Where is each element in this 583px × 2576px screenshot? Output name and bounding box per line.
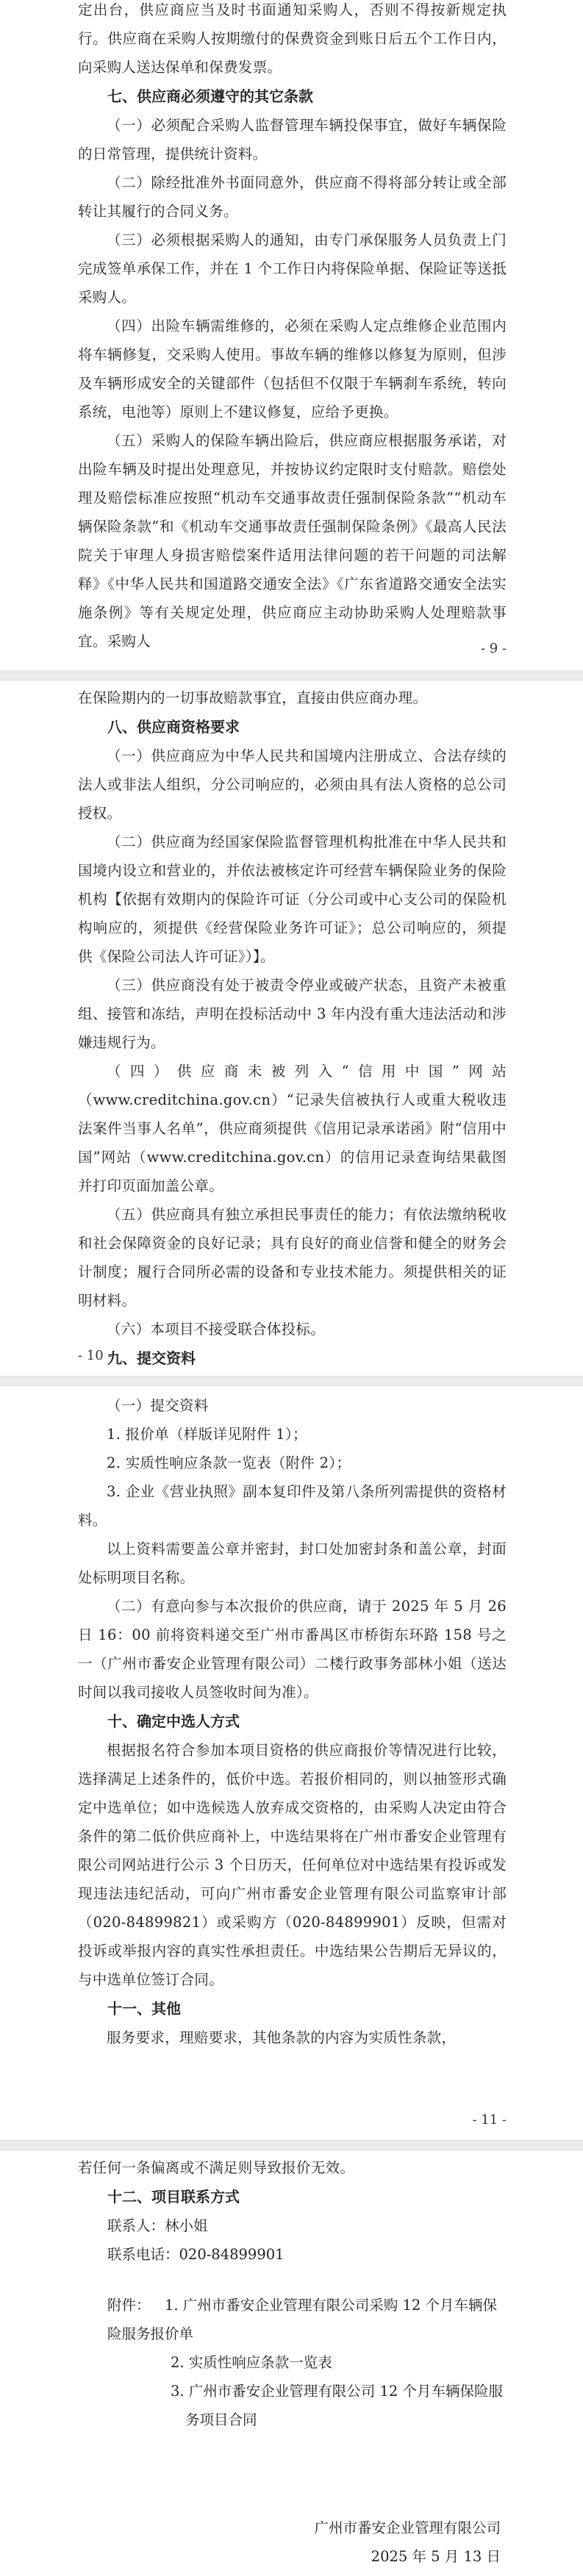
signature-date: 2025 年 5 月 13 日	[371, 2548, 501, 2565]
page-number: - 10 -	[78, 1348, 112, 1363]
attachment-item: 3. 广州市番安企业管理有限公司 12 个月车辆保险服务项目合同	[171, 2383, 504, 2428]
page-separator	[0, 2140, 583, 2150]
paragraph: 服务要求，理赔要求，其他条款的内容为实质性条款，	[107, 2029, 457, 2046]
contact-phone: 联系电话：020-84899901	[107, 2246, 285, 2263]
page-number: - 9 -	[480, 641, 507, 656]
page-number: - 11 -	[472, 2112, 507, 2128]
paragraph: （二）供应商为经国家保险监督管理机构批准在中华人民共和国境内设立和营业的，并依法被核定许可经营车辆保险业务的保险机构【依据有效期内的保险许可证（分公司或中心支公司的保险机构响应的，须提供《经营保险业务许可证》；总公司响应的，须提供《保险公司法人许可证》）】。	[78, 833, 507, 965]
paragraph: 若任何一条偏离或不满足则导致报价无效。	[78, 2159, 355, 2176]
paragraph: （六）本项目不接受联合体投标。	[107, 1321, 326, 1338]
section-heading: 十二、项目联系方式	[107, 2188, 240, 2206]
paragraph: （三）供应商没有处于被责令停业或破产状态，且资产未被重组、接管和冻结，声明在投标活动中 3 年内没有重大违法活动和涉嫌违规行为。	[78, 977, 507, 1051]
section-heading: 八、供应商资格要求	[107, 718, 240, 736]
paragraph: 定出台，供应商应当及时书面通知采购人，否则不得按新规定执行。供应商在采购人按期缴付的保费资金到账日后五个工作日内，向采购人送达保单和保费发票。	[78, 1, 507, 76]
page-10	[0, 684, 583, 1373]
paragraph: （一）提交资料	[107, 1397, 209, 1414]
paragraph: （四）供应商未被列入“信用中国”网站（www.creditchina.gov.cn）“记录失信被执行人或重大税收违法案件当事人名单”，供应商须提供《信用记录承诺函》附“信用中国”网站（www.creditchina.gov.cn）的信用记录查询结果截图并打印页面加盖公章。	[78, 1063, 507, 1194]
page-11	[0, 1391, 583, 2052]
paragraph: （一）必须配合采购人监督管理车辆投保事宜，做好车辆保险的日常管理，提供统计资料。	[78, 117, 507, 162]
paragraph: （四）出险车辆需维修的，必须在采购人定点维修企业范围内将车辆修复，交采购人使用。事故车辆的维修以修复为原则，但涉及车辆形成安全的关键部件（包括但不仅限于车辆刹车系统，转向系统，电池等）原则上不建议修复，应给予更换。	[78, 317, 507, 420]
signature-org: 广州市番安企业管理有限公司	[314, 2519, 501, 2536]
signature-block	[314, 2514, 501, 2571]
list-item: 3. 企业《营业执照》副本复印件及第八条所列需提供的资格材料。	[78, 1483, 507, 1529]
attachment-item: 2. 实质性响应条款一览表	[171, 2354, 332, 2371]
attachments	[0, 2291, 583, 2434]
paragraph: （一）供应商应为中华人民共和国境内注册成立、合法存续的法人或非法人组织，分公司响应的，必须由具有法人资格的总公司授权。	[78, 747, 507, 822]
section-heading: 十、确定中选人方式	[107, 1712, 240, 1730]
paragraph: （二）除经批准外书面同意外，供应商不得将部分转让或全部转让其履行的合同义务。	[78, 174, 507, 220]
list-item: 2. 实质性响应条款一览表（附件 2）；	[107, 1454, 351, 1471]
paragraph: 在保险期内的一切事故赔款事宜，直接由供应商办理。	[78, 689, 428, 706]
page-separator	[0, 670, 583, 681]
paragraph: 以上资料需要盖公章并密封，封口处加密封条和盖公章，封面处标明项目名称。	[78, 1540, 507, 1586]
page-12	[0, 2153, 583, 2434]
paragraph: （三）必须根据采购人的通知，由专门承保服务人员负责上门完成签单承保工作，并在 1 个工作日内将保险单据、保险证等送抵采购人。	[78, 232, 507, 306]
page-separator	[0, 1376, 583, 1386]
section-heading: 十一、其他	[107, 2000, 181, 2017]
contact-name: 联系人：林小姐	[107, 2217, 208, 2234]
attachments-label: 附件：	[107, 2297, 151, 2314]
paragraph: （五）采购人的保险车辆出险后，供应商应根据服务承诺，对出险车辆及时提出处理意见，并按协议约定限时支付赔款。赔偿处理及赔偿标准应按照“机动车交通事故责任强制保险条款”“机动车辆保险条款”和《机动车交通事故责任强制保险条例》《最高人民法院关于审理人身损害赔偿案件适用法律问题的若干问题的司法解释》《中华人民共和国道路交通安全法》《广东省道路交通安全法实施条例》等有关规定处理，供应商应主动协助采购人处理赔款事宜。采购人	[78, 432, 507, 650]
paragraph: 根据报名符合参加本项目资格的供应商报价等情况进行比较，选择满足上述条件的，低价中选。若报价相同的，则以抽签形式确定中选单位；如中选候选人放弃成交资格的，由采购人决定由符合条件的第二低价供应商补上，中选结果将在广州市番安企业管理有限公司网站进行公示 3 个日历天，任何单位对中选结果有投诉或发现违法违纪活动，可向广州市番安企业管理有限公司监察审计部（020-84899821）或采购方（020-84899901）反映，但需对投诉或举报内容的真实性承担责任。中选结果公告期后无异议的，与中选单位签订合同。	[78, 1742, 507, 1988]
section-heading: 九、提交资料	[107, 1349, 196, 1367]
attachment-item: 1. 广州市番安企业管理有限公司采购 12 个月车辆保险服务报价单	[107, 2297, 498, 2342]
page-9	[0, 0, 583, 656]
paragraph: （二）有意向参与本次报价的供应商，请于 2025 年 5 月 26 日 16：00 前将资料递交至广州市番禺区市桥街东环路 158 号之一（广州市番安企业管理有限公司）二楼行政事务部林小姐（送达时间以我司接收人员签收时间为准）。	[78, 1598, 507, 1701]
paragraph: （五）供应商具有独立承担民事责任的能力；有依法缴纳税收和社会保障资金的良好记录；具有良好的商业信誉和健全的财务会计制度；履行合同所必需的设备和专业技术能力。须提供相关的证明材料。	[78, 1206, 507, 1309]
list-item: 1. 报价单（样版详见附件 1）；	[107, 1426, 307, 1443]
section-heading: 七、供应商必须遵守的其它条款	[107, 87, 313, 105]
